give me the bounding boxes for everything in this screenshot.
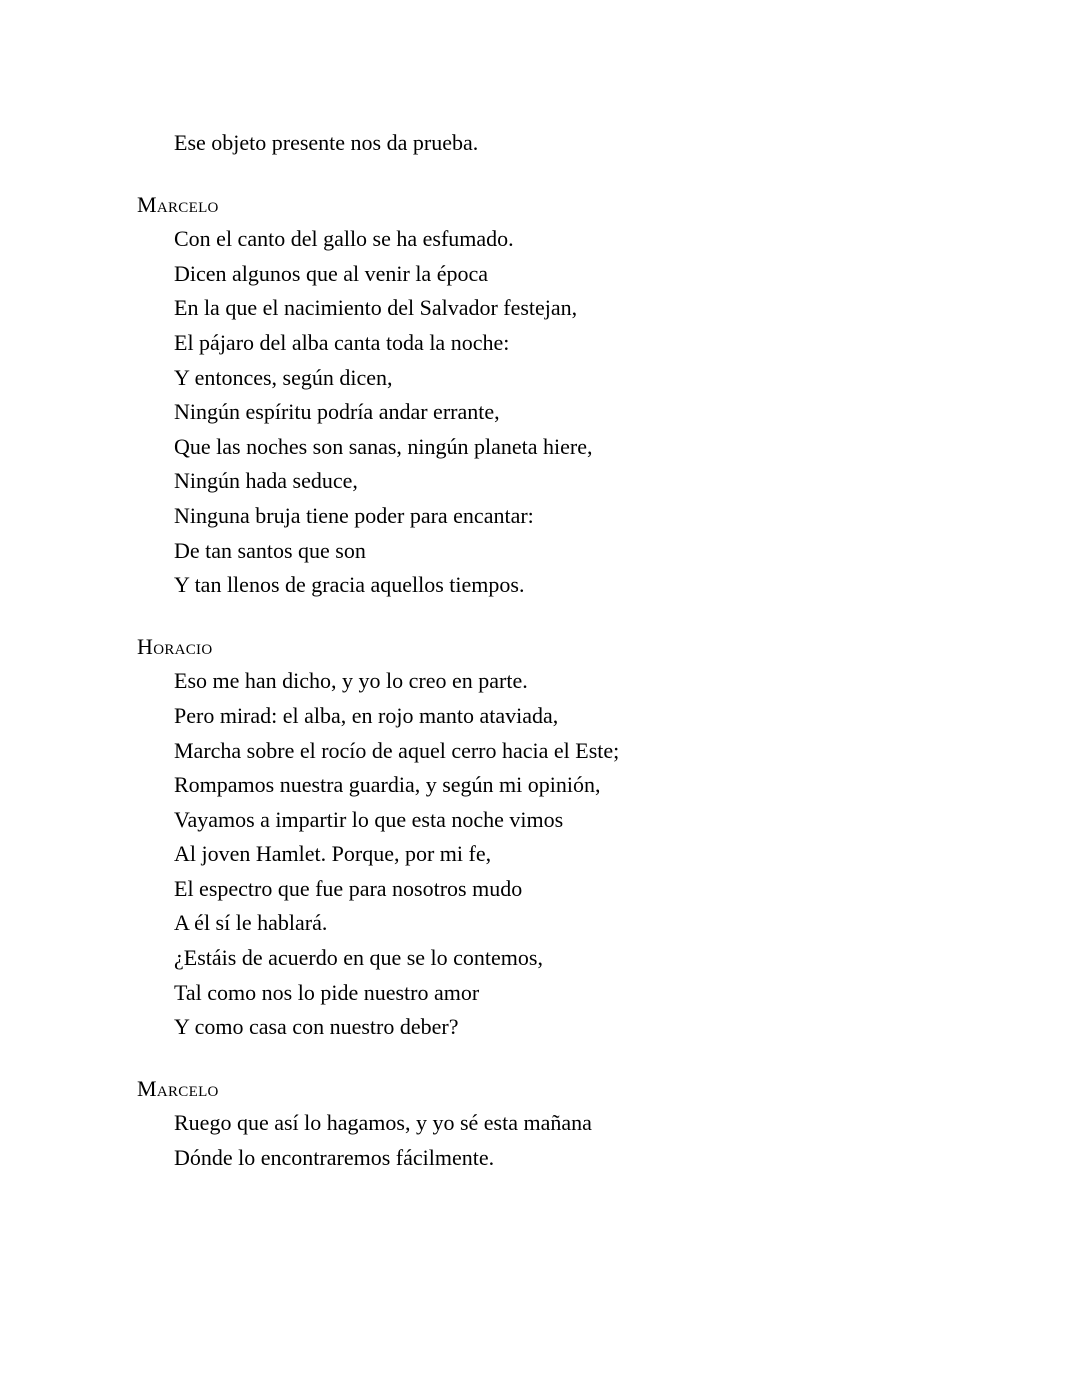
speech-list [137, 126, 1000, 1176]
speaker-name: Marcelo [137, 191, 219, 217]
speech-block [137, 126, 1000, 161]
verse-line: Con el canto del gallo se ha esfumado. [174, 226, 514, 252]
verse-line: ¿Estáis de acuerdo en que se lo contemos, [174, 945, 543, 971]
verse-line: Tal como nos lo pide nuestro amor [174, 979, 480, 1005]
verse-line: Vayamos a impartir lo que esta noche vimos [174, 806, 564, 832]
verse-line: Y tan llenos de gracia aquellos tiempos. [174, 572, 525, 598]
verse-line: Al joven Hamlet. Porque, por mi fe, [174, 841, 492, 867]
verse-line: Que las noches son sanas, ningún planeta hiere, [174, 433, 593, 459]
verse-line: En la que el nacimiento del Salvador festejan, [174, 295, 578, 321]
verse-line: Ruego que así lo hagamos, y yo sé esta mañana [174, 1110, 592, 1136]
verse-line: Y como casa con nuestro deber? [174, 1014, 459, 1040]
verse-line: Ninguna bruja tiene poder para encantar: [174, 502, 534, 528]
verse-line: Ningún hada seduce, [174, 468, 358, 494]
verse-line: Pero mirad: el alba, en rojo manto ataviada, [174, 702, 559, 728]
verse-line: Marcha sobre el rocío de aquel cerro hacia el Este; [174, 737, 620, 763]
verse-line: De tan santos que son [174, 537, 366, 563]
verse-line: Ese objeto presente nos da prueba. [174, 130, 479, 155]
speech-block [137, 188, 1000, 603]
speaker-name: Marcelo [137, 1075, 219, 1101]
verse-line: Dónde lo encontraremos fácilmente. [174, 1145, 495, 1171]
verse-line: El pájaro del alba canta toda la noche: [174, 329, 510, 355]
verse-line: Ningún espíritu podría andar errante, [174, 399, 500, 425]
verse-line: A él sí le hablará. [174, 910, 328, 936]
speaker-name: Horacio [137, 633, 213, 659]
verse-line: Rompamos nuestra guardia, y según mi opinión, [174, 772, 601, 798]
verse-line: Dicen algunos que al venir la época [174, 260, 488, 286]
verse-line: Y entonces, según dicen, [174, 364, 393, 390]
verse-line: Eso me han dicho, y yo lo creo en parte. [174, 668, 528, 694]
speech-block [137, 630, 1000, 1045]
speech-block [137, 1072, 1000, 1176]
verse-line: El espectro que fue para nosotros mudo [174, 875, 523, 901]
